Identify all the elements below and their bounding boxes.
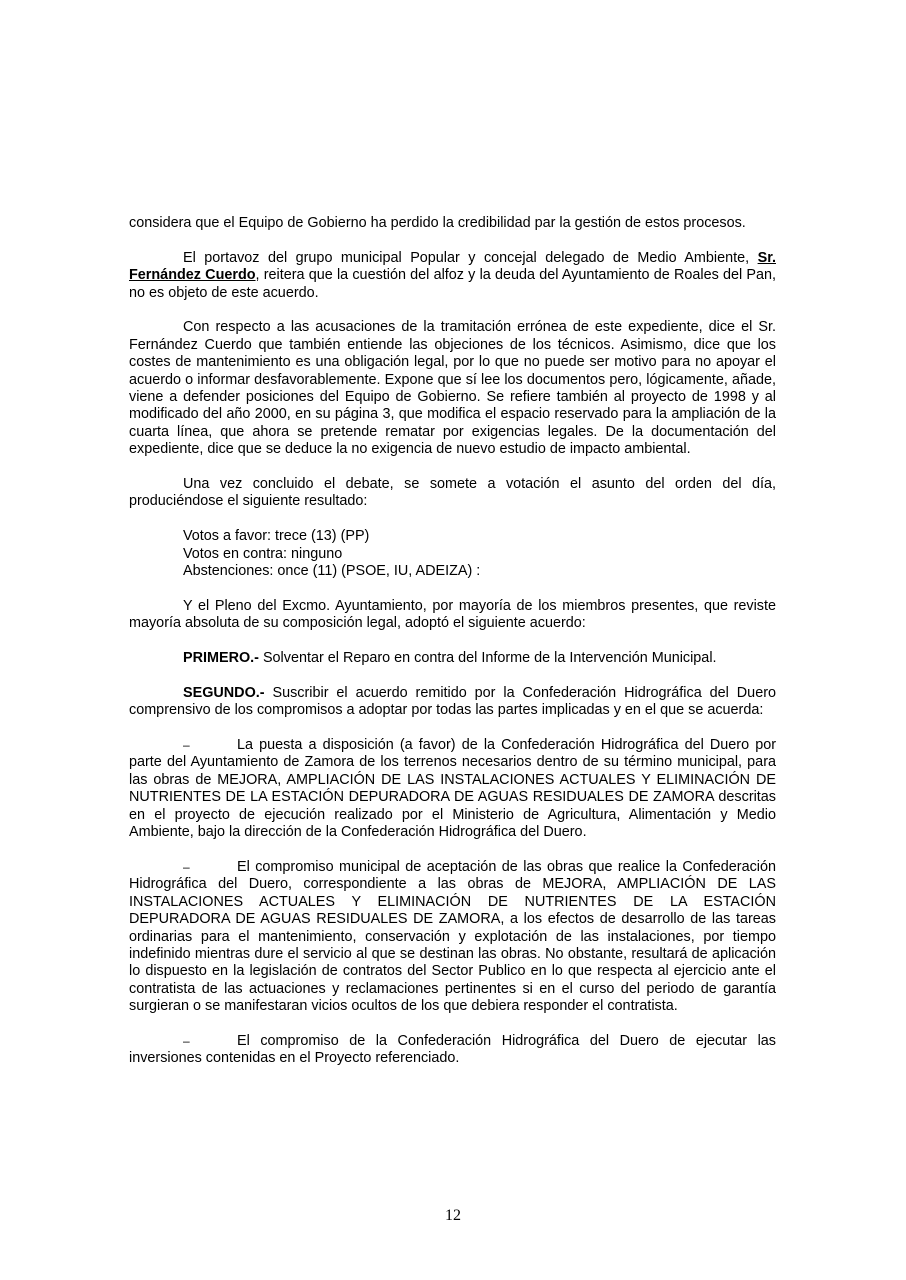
bullet-item-1 (129, 737, 776, 841)
page-number: 12 (445, 1207, 461, 1224)
bullet-item-3 (129, 1033, 776, 1068)
paragraph-continuation: considera que el Equipo de Gobierno ha perdido la credibilidad par la gestión de estos procesos. (129, 215, 746, 231)
vote-results (129, 528, 776, 580)
speaker-name: Sr. Fernández Cuerdo (129, 249, 776, 284)
votes-contra: Votos en contra: ninguno (183, 545, 343, 562)
dash-bullet: – (183, 859, 190, 874)
agreement-segundo-text: Suscribir el acuerdo remitido por la Confederación Hidrográfica del Duero comprensivo de los compromisos a adoptar por todas las partes implicadas y en el que se acuerda: (129, 684, 776, 719)
bullet-text: El compromiso municipal de aceptación de las obras que realice la Confederación Hidrográfica del Duero, correspondiente a las obras de MEJORA, AMPLIACIÓN DE LAS INSTALACIONES ACTUALES Y ELIMINACIÓN DE NUTRIENTES DE LA ESTACIÓN DEPURADORA DE AGUAS RESIDUALES DE ZAMORA, a los efectos de desarrollo de las tareas ordinarias para el mantenimiento, conservación y explotación de las instalaciones, por tiempo indefinido mientras dure el servicio al que se destinan las obras. No obstante, resultará de aplicación lo dispuesto en la legislación de contratos del Sector Publico en lo que respecta al ejercicio ante el contratista de las actuaciones y reclamaciones pertinentes si en el curso del periodo de garantía surgieran o se manifestaran vicios ocultos de los que debiera responder el contratista. (129, 858, 776, 1015)
document-body (129, 215, 776, 1085)
bullet-item-2 (129, 859, 776, 1016)
paragraph-plenary-decision: Y el Pleno del Excmo. Ayuntamiento, por mayoría de los miembros presentes, que reviste mayoría absoluta de su composición legal, adoptó el siguiente acuerdo: (129, 597, 776, 632)
paragraph-text: , reitera que la cuestión del alfoz y la deuda del Ayuntamiento de Roales del Pan, no es objeto de este acuerdo. (129, 267, 776, 301)
dash-bullet: – (183, 1033, 190, 1048)
agreement-segundo (129, 685, 776, 720)
agreement-primero-label: PRIMERO.- (183, 650, 259, 667)
agreement-primero (129, 650, 776, 667)
bullet-text: La puesta a disposición (a favor) de la Confederación Hidrográfica del Duero por parte del Ayuntamiento de Zamora de los terrenos necesarios dentro de su término municipal, para las obras de MEJORA, AMPLIACIÓN DE LAS INSTALACIONES ACTUALES Y ELIMINACIÓN DE NUTRIENTES DE LA ESTACIÓN DEPURADORA DE AGUAS RESIDUALES DE ZAMORA descritas en el proyecto de ejecución realizado por el Ministerio de Agricultura, Alimentación y Medio Ambiente, bajo la dirección de la Confederación Hidrográfica del Duero. (129, 737, 776, 841)
votes-abstenciones: Abstenciones: once (11) (PSOE, IU, ADEIZA) : (183, 563, 481, 580)
agreement-primero-text: Solventar el Reparo en contra del Informe de la Intervención Municipal. (258, 650, 717, 667)
bullet-text: El compromiso de la Confederación Hidrográfica del Duero de ejecutar las inversiones contenidas en el Proyecto referenciado. (129, 1032, 776, 1067)
votes-favor: Votos a favor: trece (13) (PP) (183, 528, 370, 545)
agreement-segundo-label: SEGUNDO.- (183, 684, 265, 701)
paragraph-accusations: Con respecto a las acusaciones de la tramitación errónea de este expediente, dice el Sr. Fernández Cuerdo que también entiende las objeciones de los técnicos. Asimismo, dice que los costes de mantenimiento es una obligación legal, por lo que no puede ser motivo para no apoyar el acuerdo o informar desfavorablemente. Expone que sí lee los documentos pero, lógicamente, añade, viene a defender posiciones del Equipo de Gobierno. Se refiere también al proyecto de 1998 y al modificado del año 2000, en su página 3, que modifica el espacio reservado para la ampliación de la cuarta línea, que ahora se pretende rematar por exigencias legales. De la documentación del expediente, dice que se deduce la no exigencia de nuevo estudio de impacto ambiental. (129, 319, 776, 458)
dash-bullet: – (183, 738, 190, 753)
paragraph-vote-intro: Una vez concluido el debate, se somete a votación el asunto del orden del día, produciéndose el siguiente resultado: (129, 476, 776, 510)
paragraph-speaker-intro (129, 250, 776, 302)
paragraph-text: El portavoz del grupo municipal Popular y concejal delegado de Medio Ambiente, (183, 249, 758, 266)
